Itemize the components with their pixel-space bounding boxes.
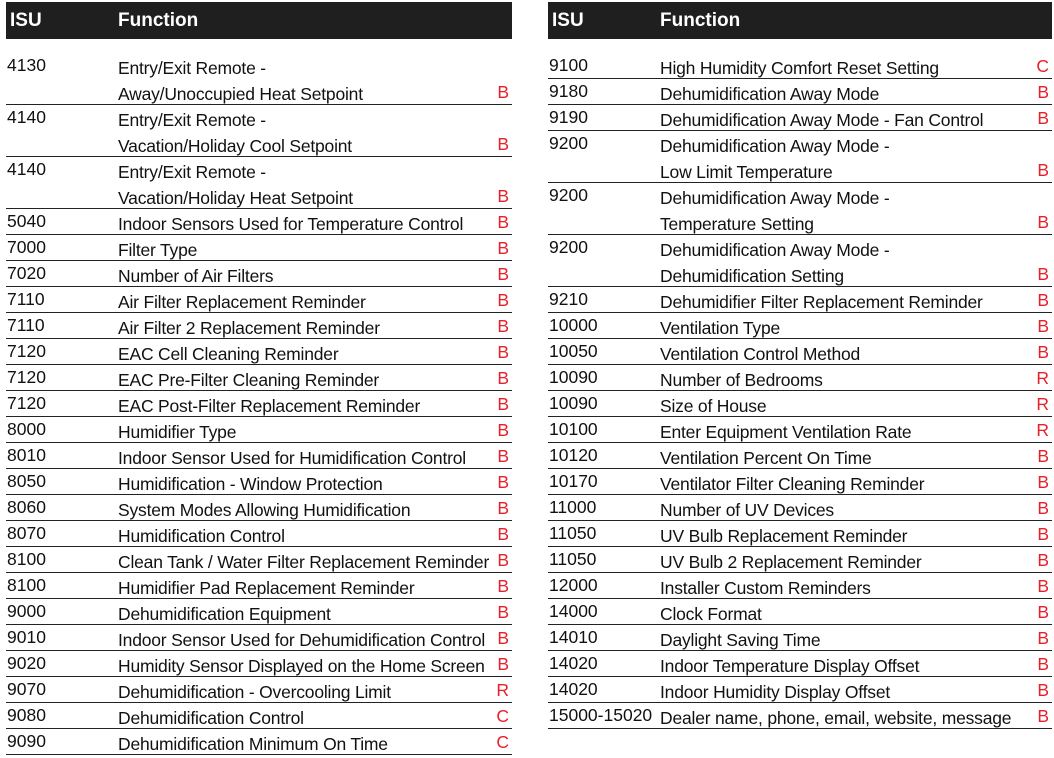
table-row bbox=[6, 703, 512, 729]
function-name bbox=[660, 341, 860, 367]
function-name bbox=[660, 575, 871, 601]
isu-number: 4140 bbox=[7, 159, 46, 179]
isu-number: 8010 bbox=[7, 445, 46, 465]
isu-number: 7020 bbox=[7, 263, 46, 283]
function-name bbox=[118, 419, 236, 445]
table-row bbox=[548, 417, 1052, 443]
function-line-1: Ventilation Control Method bbox=[660, 344, 861, 364]
function-line-2: Away/Unoccupied Heat Setpoint bbox=[118, 84, 363, 104]
isu-number: 9080 bbox=[7, 705, 46, 725]
access-code: B bbox=[1037, 602, 1049, 622]
isu-number: 4130 bbox=[7, 55, 46, 75]
function-line-1: High Humidity Comfort Reset Setting bbox=[660, 58, 939, 78]
function-line-1: UV Bulb Replacement Reminder bbox=[660, 526, 908, 546]
function-line-1: Indoor Sensor Used for Dehumidification Control bbox=[118, 630, 486, 650]
isu-number: 9000 bbox=[7, 601, 46, 621]
function-line-2: Vacation/Holiday Heat Setpoint bbox=[118, 188, 353, 208]
function-line-1: Size of House bbox=[660, 396, 767, 416]
table-row bbox=[548, 443, 1052, 469]
access-code: R bbox=[496, 680, 509, 700]
function-line-1: Indoor Sensors Used for Temperature Control bbox=[118, 214, 464, 234]
function-line-1: Ventilation Percent On Time bbox=[660, 448, 872, 468]
function-line-1: Dehumidification Away Mode bbox=[660, 84, 880, 104]
table-row bbox=[6, 729, 512, 755]
table-row bbox=[6, 599, 512, 625]
table-row bbox=[548, 79, 1052, 105]
table-row bbox=[548, 547, 1052, 573]
function-line-1: Indoor Temperature Display Offset bbox=[660, 656, 920, 676]
isu-number: 10170 bbox=[549, 471, 598, 491]
isu-number: 7110 bbox=[7, 315, 45, 335]
isu-number: 8060 bbox=[7, 497, 46, 517]
isu-number: 11000 bbox=[549, 497, 597, 517]
access-code: B bbox=[1037, 82, 1049, 102]
table-row bbox=[548, 53, 1052, 79]
isu-number: 14010 bbox=[549, 627, 598, 647]
access-code: B bbox=[497, 576, 509, 596]
access-code: B bbox=[497, 394, 509, 414]
table-row bbox=[6, 547, 512, 573]
table-row bbox=[548, 287, 1052, 313]
access-code: B bbox=[497, 524, 509, 544]
access-code: B bbox=[1037, 212, 1049, 232]
function-line-1: Entry/Exit Remote - bbox=[118, 58, 266, 78]
access-code: B bbox=[1037, 264, 1049, 284]
function-name bbox=[118, 627, 485, 653]
isu-number: 10090 bbox=[549, 393, 598, 413]
table-row bbox=[6, 521, 512, 547]
function-line-1: Dehumidification Control bbox=[118, 708, 304, 728]
isu-number: 9210 bbox=[549, 289, 588, 309]
access-code: C bbox=[496, 732, 509, 752]
function-line-1: Air Filter Replacement Reminder bbox=[118, 292, 366, 312]
function-name bbox=[118, 445, 466, 471]
function-line-1: Installer Custom Reminders bbox=[660, 578, 871, 598]
function-line-1: Filter Type bbox=[118, 240, 198, 260]
function-name bbox=[118, 575, 414, 601]
table-row bbox=[548, 651, 1052, 677]
isu-number: 8100 bbox=[7, 575, 46, 595]
function-name bbox=[660, 237, 889, 289]
function-name bbox=[660, 445, 872, 471]
function-name bbox=[118, 523, 285, 549]
table-row bbox=[6, 209, 512, 235]
table-row bbox=[6, 443, 512, 469]
function-line-1: Dehumidification Away Mode - bbox=[660, 136, 890, 156]
isu-number: 9200 bbox=[549, 185, 588, 205]
function-line-1: Entry/Exit Remote - bbox=[118, 110, 266, 130]
function-name bbox=[660, 393, 766, 419]
function-line-1: Humidifier Pad Replacement Reminder bbox=[118, 578, 415, 598]
function-name bbox=[660, 497, 834, 523]
function-name bbox=[660, 419, 911, 445]
header-isu: ISU bbox=[10, 10, 42, 31]
access-code: B bbox=[497, 238, 509, 258]
isu-number: 8050 bbox=[7, 471, 46, 491]
isu-table-right bbox=[548, 2, 1052, 729]
access-code: B bbox=[497, 446, 509, 466]
table-row bbox=[6, 417, 512, 443]
header-function: Function bbox=[660, 10, 741, 31]
access-code: B bbox=[1037, 654, 1049, 674]
function-name bbox=[660, 549, 922, 575]
function-name bbox=[118, 731, 388, 757]
function-line-1: Ventilator Filter Cleaning Reminder bbox=[660, 474, 925, 494]
table-row bbox=[6, 287, 512, 313]
access-code: B bbox=[497, 498, 509, 518]
function-name bbox=[660, 601, 762, 627]
function-name bbox=[118, 471, 383, 497]
access-code: B bbox=[1037, 342, 1049, 362]
header-function: Function bbox=[118, 10, 199, 31]
isu-number: 9010 bbox=[7, 627, 46, 647]
table-row bbox=[548, 677, 1052, 703]
access-code: B bbox=[497, 290, 509, 310]
table-body-left bbox=[6, 53, 512, 755]
isu-number: 9070 bbox=[7, 679, 46, 699]
function-name bbox=[118, 601, 331, 627]
isu-number: 9090 bbox=[7, 731, 46, 751]
function-line-2: Low Limit Temperature bbox=[660, 162, 833, 182]
access-code: B bbox=[497, 134, 509, 154]
isu-number: 10090 bbox=[549, 367, 598, 387]
isu-number: 9200 bbox=[549, 133, 588, 153]
table-row bbox=[548, 599, 1052, 625]
access-code: B bbox=[497, 82, 509, 102]
function-name bbox=[118, 549, 489, 575]
table-row bbox=[548, 521, 1052, 547]
function-line-1: Humidification - Window Protection bbox=[118, 474, 383, 494]
table-row bbox=[6, 651, 512, 677]
function-line-2: Vacation/Holiday Cool Setpoint bbox=[118, 136, 352, 156]
function-name bbox=[118, 159, 353, 211]
isu-table-left bbox=[6, 2, 512, 755]
table-row bbox=[548, 183, 1052, 235]
isu-number: 11050 bbox=[549, 523, 597, 543]
table-row bbox=[6, 365, 512, 391]
function-name bbox=[660, 523, 907, 549]
isu-number: 7110 bbox=[7, 289, 45, 309]
function-line-1: Dehumidification Minimum On Time bbox=[118, 734, 388, 754]
access-code: B bbox=[1037, 446, 1049, 466]
function-line-1: Dehumidification Away Mode - Fan Control bbox=[660, 110, 984, 130]
function-name bbox=[660, 185, 889, 237]
function-name bbox=[118, 211, 463, 237]
function-name bbox=[118, 367, 379, 393]
isu-number: 5040 bbox=[7, 211, 46, 231]
function-line-1: Humidification Control bbox=[118, 526, 285, 546]
access-code: B bbox=[497, 472, 509, 492]
isu-number: 9180 bbox=[549, 81, 588, 101]
access-code: B bbox=[497, 186, 509, 206]
function-name bbox=[118, 289, 366, 315]
function-line-1: Daylight Saving Time bbox=[660, 630, 821, 650]
isu-number: 15000-15020 bbox=[549, 705, 653, 725]
isu-number: 11050 bbox=[549, 549, 597, 569]
table-row bbox=[6, 625, 512, 651]
function-line-2: Temperature Setting bbox=[660, 214, 814, 234]
access-code: B bbox=[497, 316, 509, 336]
function-line-1: Number of Bedrooms bbox=[660, 370, 823, 390]
function-name bbox=[660, 289, 983, 315]
table-row bbox=[548, 235, 1052, 287]
table-row bbox=[6, 53, 512, 105]
function-line-1: Dehumidifier Filter Replacement Reminder bbox=[660, 292, 983, 312]
isu-number: 8070 bbox=[7, 523, 46, 543]
isu-number: 7120 bbox=[7, 341, 46, 361]
isu-number: 8000 bbox=[7, 419, 46, 439]
function-name bbox=[660, 107, 983, 133]
function-name bbox=[660, 705, 1011, 731]
isu-number: 9190 bbox=[549, 107, 588, 127]
access-code: R bbox=[1036, 368, 1049, 388]
access-code: B bbox=[497, 368, 509, 388]
table-row bbox=[548, 469, 1052, 495]
access-code: B bbox=[1037, 498, 1049, 518]
table-row bbox=[548, 365, 1052, 391]
table-row bbox=[548, 313, 1052, 339]
function-line-1: Enter Equipment Ventilation Rate bbox=[660, 422, 912, 442]
table-row bbox=[6, 313, 512, 339]
function-line-1: Ventilation Type bbox=[660, 318, 781, 338]
access-code: B bbox=[497, 550, 509, 570]
table-row bbox=[6, 339, 512, 365]
function-line-1: Air Filter 2 Replacement Reminder bbox=[118, 318, 380, 338]
table-row bbox=[6, 469, 512, 495]
isu-number: 7120 bbox=[7, 393, 46, 413]
function-name bbox=[660, 81, 879, 107]
function-name bbox=[118, 653, 485, 679]
function-name bbox=[660, 653, 919, 679]
isu-number: 10050 bbox=[549, 341, 598, 361]
access-code: B bbox=[1037, 680, 1049, 700]
function-line-1: Indoor Sensor Used for Humidification Control bbox=[118, 448, 466, 468]
function-line-1: Humidifier Type bbox=[118, 422, 237, 442]
function-line-1: Clean Tank / Water Filter Replacement Reminder bbox=[118, 552, 490, 572]
access-code: B bbox=[1037, 524, 1049, 544]
function-name bbox=[118, 315, 380, 341]
isu-number: 8100 bbox=[7, 549, 46, 569]
function-name bbox=[118, 393, 420, 419]
isu-number: 10120 bbox=[549, 445, 598, 465]
table-row bbox=[6, 261, 512, 287]
function-line-1: Number of UV Devices bbox=[660, 500, 834, 520]
isu-number: 14000 bbox=[549, 601, 598, 621]
table-row bbox=[548, 339, 1052, 365]
access-code: R bbox=[1036, 394, 1049, 414]
access-code: B bbox=[1037, 316, 1049, 336]
function-name bbox=[660, 471, 924, 497]
function-name bbox=[660, 133, 889, 185]
table-header-left bbox=[6, 2, 512, 39]
function-line-1: Number of Air Filters bbox=[118, 266, 274, 286]
access-code: R bbox=[1036, 420, 1049, 440]
function-name bbox=[118, 55, 363, 107]
table-row bbox=[6, 105, 512, 157]
table-body-right bbox=[548, 53, 1052, 729]
table-row bbox=[548, 105, 1052, 131]
function-line-1: System Modes Allowing Humidification bbox=[118, 500, 411, 520]
access-code: C bbox=[1036, 56, 1049, 76]
isu-number: 7120 bbox=[7, 367, 46, 387]
access-code: B bbox=[1037, 628, 1049, 648]
function-line-1: Dehumidification Away Mode - bbox=[660, 188, 890, 208]
access-code: B bbox=[1037, 108, 1049, 128]
access-code: B bbox=[497, 628, 509, 648]
function-line-1: Dehumidification - Overcooling Limit bbox=[118, 682, 391, 702]
table-row bbox=[548, 625, 1052, 651]
table-row bbox=[6, 495, 512, 521]
table-row bbox=[6, 157, 512, 209]
table-row bbox=[6, 573, 512, 599]
function-line-1: Dealer name, phone, email, website, message bbox=[660, 708, 1012, 728]
isu-number: 14020 bbox=[549, 653, 598, 673]
function-name bbox=[660, 679, 890, 705]
table-row bbox=[6, 235, 512, 261]
function-name bbox=[660, 315, 780, 341]
access-code: B bbox=[1037, 576, 1049, 596]
table-row bbox=[548, 573, 1052, 599]
access-code: B bbox=[497, 654, 509, 674]
function-name bbox=[118, 497, 410, 523]
function-line-1: Dehumidification Equipment bbox=[118, 604, 331, 624]
table-row bbox=[548, 495, 1052, 521]
function-line-1: Entry/Exit Remote - bbox=[118, 162, 266, 182]
function-line-1: Clock Format bbox=[660, 604, 762, 624]
function-line-2: Dehumidification Setting bbox=[660, 266, 844, 286]
access-code: B bbox=[497, 602, 509, 622]
table-header-right bbox=[548, 2, 1052, 39]
isu-number: 4140 bbox=[7, 107, 46, 127]
function-name bbox=[118, 705, 304, 731]
access-code: C bbox=[496, 706, 509, 726]
access-code: B bbox=[1037, 160, 1049, 180]
function-line-1: Dehumidification Away Mode - bbox=[660, 240, 890, 260]
header-isu: ISU bbox=[552, 10, 584, 31]
function-line-1: Humidity Sensor Displayed on the Home Screen bbox=[118, 656, 485, 676]
function-name bbox=[118, 679, 391, 705]
function-name bbox=[118, 263, 273, 289]
function-line-1: EAC Cell Cleaning Reminder bbox=[118, 344, 339, 364]
isu-number: 12000 bbox=[549, 575, 598, 595]
access-code: B bbox=[497, 342, 509, 362]
table-row bbox=[548, 703, 1052, 729]
function-name bbox=[118, 341, 338, 367]
isu-number: 9100 bbox=[549, 55, 588, 75]
access-code: B bbox=[497, 264, 509, 284]
function-name bbox=[118, 237, 197, 263]
access-code: B bbox=[1037, 550, 1049, 570]
function-line-1: Indoor Humidity Display Offset bbox=[660, 682, 891, 702]
function-name bbox=[660, 55, 939, 81]
access-code: B bbox=[1037, 706, 1049, 726]
table-row bbox=[548, 391, 1052, 417]
function-name bbox=[660, 367, 823, 393]
function-name bbox=[118, 107, 352, 159]
isu-number: 10100 bbox=[549, 419, 598, 439]
isu-number: 9200 bbox=[549, 237, 588, 257]
function-name bbox=[660, 627, 820, 653]
table-row bbox=[6, 391, 512, 417]
function-line-1: EAC Post-Filter Replacement Reminder bbox=[118, 396, 421, 416]
isu-number: 9020 bbox=[7, 653, 46, 673]
table-row bbox=[548, 131, 1052, 183]
access-code: B bbox=[497, 212, 509, 232]
access-code: B bbox=[497, 420, 509, 440]
isu-number: 14020 bbox=[549, 679, 598, 699]
access-code: B bbox=[1037, 290, 1049, 310]
function-line-1: UV Bulb 2 Replacement Reminder bbox=[660, 552, 922, 572]
function-line-1: EAC Pre-Filter Cleaning Reminder bbox=[118, 370, 380, 390]
isu-number: 10000 bbox=[549, 315, 598, 335]
table-row bbox=[6, 677, 512, 703]
isu-number: 7000 bbox=[7, 237, 46, 257]
access-code: B bbox=[1037, 472, 1049, 492]
